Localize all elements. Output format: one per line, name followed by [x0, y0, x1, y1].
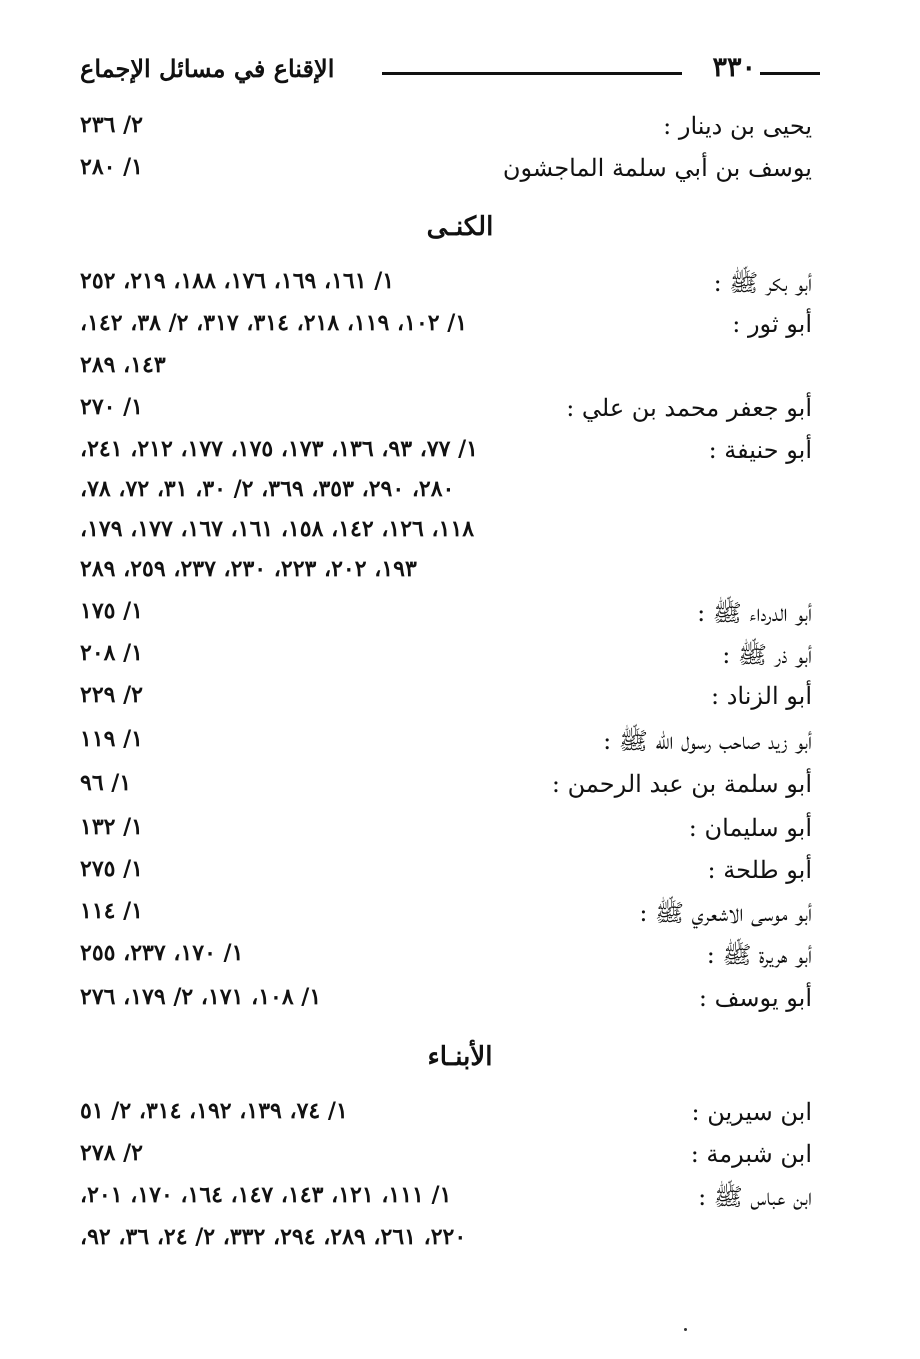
entry-name: أبو الدرداء ﷺ :	[697, 599, 812, 627]
entry-name: ابن عباس ﷺ :	[698, 1183, 812, 1211]
entry-refs: ١٩٣، ٢٠٢، ٢٢٣، ٢٣٠، ٢٣٧، ٢٥٩، ٢٨٩	[80, 556, 417, 582]
entry-name: ابن شبرمة :	[690, 1140, 812, 1168]
index-entry	[80, 436, 812, 474]
section-title-kuna: الكنـى	[426, 212, 494, 242]
header-rule-right	[760, 72, 820, 75]
index-entry	[80, 856, 812, 894]
page-number: ٣٣٠	[712, 52, 756, 83]
entry-refs: ٢/ ٢٧٨	[80, 1140, 143, 1166]
index-entry	[80, 394, 812, 432]
index-entry-continuation	[80, 476, 812, 514]
entry-refs: ٢٢٠، ٢٦١، ٢٨٩، ٢٩٤، ٣٣٢، ٢/ ٢٤، ٣٦، ٩٢،	[80, 1224, 467, 1250]
entry-refs: ١/ ٧٤، ١٣٩، ١٩٢، ٣١٤، ٢/ ٥١	[80, 1098, 348, 1124]
entry-refs: ١/ ١٣٢	[80, 814, 143, 840]
entry-refs: ١/ ٢٧٥	[80, 856, 143, 882]
entry-name: أبو الزناد :	[711, 682, 812, 710]
entry-name: أبو ثور :	[732, 310, 812, 338]
index-entry	[80, 984, 812, 1022]
entry-name: أبو هريرة ﷺ :	[706, 941, 812, 969]
index-entry-continuation	[80, 516, 812, 554]
index-entry	[80, 940, 812, 978]
index-entry	[80, 682, 812, 720]
entry-name: أبو طلحة :	[707, 856, 812, 884]
entry-name: أبو سليمان :	[688, 814, 812, 842]
entry-name: يوسف بن أبي سلمة الماجشون	[502, 154, 812, 182]
entry-refs: ٢/ ٢٣٦	[80, 112, 143, 138]
section-title-abna: الأبنـاء	[427, 1042, 493, 1072]
index-entry	[80, 1098, 812, 1136]
page-header	[80, 48, 820, 88]
index-entry	[80, 598, 812, 636]
entry-refs: ١/ ١٧٠، ٢٣٧، ٢٥٥	[80, 940, 244, 966]
entry-refs: ١٤٣، ٢٨٩	[80, 352, 166, 378]
entry-refs: ١/ ٢٠٨	[80, 640, 143, 666]
book-title: الإقناع في مسائل الإجماع	[80, 54, 335, 83]
index-entry	[80, 1140, 812, 1178]
entry-refs: ١١٨، ١٢٦، ١٤٢، ١٥٨، ١٦١، ١٦٧، ١٧٧، ١٧٩،	[80, 516, 475, 542]
entry-name: أبو زيد صاحب رسول الله ﷺ :	[603, 727, 812, 755]
entry-name: يحيى بن دينار :	[663, 112, 812, 140]
header-rule-middle	[382, 72, 682, 75]
index-entry	[80, 112, 812, 150]
index-entry	[80, 898, 812, 936]
entry-refs: ١/ ٢٨٠	[80, 154, 143, 180]
entry-name: أبو يوسف :	[698, 984, 812, 1012]
index-entry	[80, 640, 812, 678]
entry-refs: ١/ ٩٦	[80, 770, 132, 796]
index-entry	[80, 814, 812, 852]
index-entry	[80, 268, 812, 306]
index-entry-continuation	[80, 556, 812, 594]
entry-refs: ١/ ١٧٥	[80, 598, 143, 624]
entry-name: ابن سيرين :	[691, 1098, 812, 1126]
entry-refs: ١/ ٢٧٠	[80, 394, 143, 420]
index-entry	[80, 1182, 812, 1220]
entry-refs: ٢٨٠، ٢٩٠، ٣٥٣، ٣٦٩، ٢/ ٣٠، ٣١، ٧٢، ٧٨،	[80, 476, 455, 502]
index-entry-continuation	[80, 1224, 812, 1262]
entry-refs: ١/ ١١٤	[80, 898, 143, 924]
entry-refs: ١/ ١١٩	[80, 726, 143, 752]
entry-refs: ١/ ١٦١، ١٦٩، ١٧٦، ١٨٨، ٢١٩، ٢٥٢	[80, 268, 395, 294]
entry-name: أبو موسى الاشعري ﷺ :	[639, 899, 812, 927]
entry-refs: ١/ ١٠٨، ١٧١، ٢/ ١٧٩، ٢٧٦	[80, 984, 322, 1010]
entry-name: أبو جعفر محمد بن علي :	[566, 394, 812, 422]
index-entry-continuation	[80, 352, 812, 390]
entry-refs: ٢/ ٢٢٩	[80, 682, 143, 708]
entry-name: أبو ذر ﷺ :	[722, 641, 812, 669]
entry-name: أبو بكر ﷺ :	[713, 269, 812, 297]
stray-mark	[684, 1328, 687, 1331]
entry-refs: ١/ ١١١، ١٢١، ١٤٣، ١٤٧، ١٦٤، ١٧٠، ٢٠١،	[80, 1182, 452, 1208]
index-entry	[80, 726, 812, 764]
entry-refs: ١/ ٧٧، ٩٣، ١٣٦، ١٧٣، ١٧٥، ١٧٧، ٢١٢، ٢٤١،	[80, 436, 478, 462]
index-entry	[80, 310, 812, 348]
entry-refs: ١/ ١٠٢، ١١٩، ٢١٨، ٣١٤، ٣١٧، ٢/ ٣٨، ١٤٢،	[80, 310, 468, 336]
entry-name: أبو سلمة بن عبد الرحمن :	[551, 770, 812, 798]
entry-name: أبو حنيفة :	[708, 436, 812, 464]
index-entry	[80, 154, 812, 192]
index-entry	[80, 770, 812, 808]
